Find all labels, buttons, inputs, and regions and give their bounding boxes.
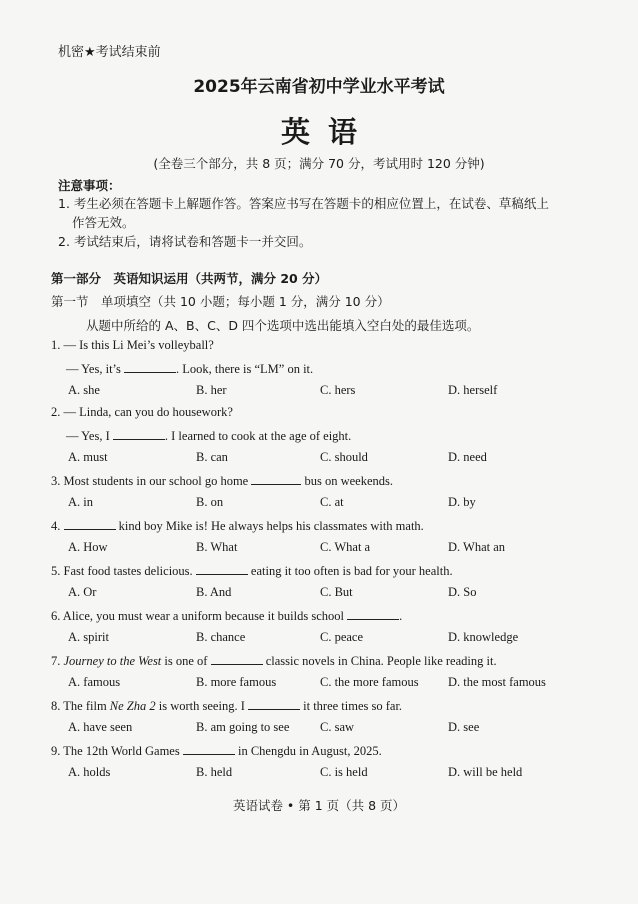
question-text: 3. Most students in our school go home: [51, 474, 252, 488]
option-a: A. spirit: [68, 630, 109, 644]
question-8: [51, 698, 402, 714]
option-b: B. on: [196, 495, 224, 509]
option-a: A. must: [68, 450, 108, 464]
question-text: . Look, there is “LM” on it.: [176, 362, 314, 376]
question-text: kind boy Mike is! He always helps his classmates with math.: [115, 519, 424, 533]
question-9: [51, 743, 382, 759]
option-b: B. her: [196, 383, 227, 397]
notes-title: 注意事项：: [58, 178, 121, 193]
option-d: D. So: [448, 585, 477, 599]
question-text: 9. The 12th World Games: [51, 744, 183, 758]
option-d: D. herself: [448, 383, 498, 397]
section-instruction: 从题中所给的 A、B、C、D 四个选项中选出能填入空白处的最佳选项。: [86, 318, 480, 333]
question-5: [51, 563, 453, 579]
option-b: B. chance: [196, 630, 246, 644]
question-text: — Yes, it’s: [66, 362, 125, 376]
answer-blank: [196, 563, 248, 575]
question-text: 8. The film: [51, 699, 110, 713]
option-c: C. What a: [320, 540, 371, 554]
option-b: B. can: [196, 450, 228, 464]
option-b: B. more famous: [196, 675, 277, 689]
question-text: 6. Alice, you must wear a uniform because it builds school: [51, 609, 348, 623]
option-a: A. How: [68, 540, 108, 554]
option-c: C. peace: [320, 630, 364, 644]
question-text: — Yes, I: [66, 429, 113, 443]
note-item-1-continued: 作答无效。: [72, 215, 135, 230]
answer-blank: [64, 518, 116, 530]
option-b: B. What: [196, 540, 238, 554]
exam-title: 2025年云南省初中学业水平考试: [193, 77, 445, 97]
option-c: C. hers: [320, 383, 356, 397]
question-text: .: [399, 609, 403, 623]
page-footer: 英语试卷 • 第 1 页（共 8 页）: [232, 798, 406, 813]
question-text: 4.: [51, 519, 64, 533]
answer-blank: [211, 653, 263, 665]
option-c: C. But: [320, 585, 353, 599]
answer-blank: [248, 698, 300, 710]
question-text: is one of: [161, 654, 211, 668]
answer-blank: [183, 743, 235, 755]
option-c: C. should: [320, 450, 368, 464]
question-1-answer-line: [66, 361, 313, 377]
option-b: B. held: [196, 765, 233, 779]
subject-title: 英语: [280, 115, 375, 149]
question-text: in Chengdu in August, 2025.: [234, 744, 382, 758]
option-d: D. need: [448, 450, 487, 464]
question-text: it three times so far.: [300, 699, 403, 713]
note-item-2: 2. 考试结束后，请将试卷和答题卡一并交回。: [58, 234, 312, 249]
answer-blank: [124, 361, 176, 373]
note-item-1: 1. 考生必须在答题卡上解题作答。答案应书写在答题卡的相应位置上，在试卷、草稿纸上: [58, 196, 549, 211]
question-text: eating it too often is bad for your health.: [247, 564, 453, 578]
option-a: A. in: [68, 495, 93, 509]
question-text: classic novels in China. People like reading it.: [262, 654, 497, 668]
film-title: Ne Zha 2: [109, 699, 156, 713]
option-d: D. will be held: [448, 765, 523, 779]
answer-blank: [113, 428, 165, 440]
question-text: . I learned to cook at the age of eight.: [164, 429, 352, 443]
answer-blank: [347, 608, 399, 620]
question-text: is worth seeing. I: [155, 699, 248, 713]
option-c: C. is held: [320, 765, 368, 779]
answer-blank: [251, 473, 301, 485]
option-a: A. holds: [68, 765, 111, 779]
book-title: Journey to the West: [63, 654, 162, 668]
option-b: B. am going to see: [196, 720, 290, 734]
option-a: A. Or: [68, 585, 97, 599]
question-text: 7.: [51, 654, 64, 668]
option-c: C. the more famous: [320, 675, 419, 689]
option-a: A. have seen: [68, 720, 133, 734]
question-2-answer-line: [66, 428, 351, 444]
question-4: [51, 518, 424, 534]
question-2-prompt: 2. — Linda, can you do housework?: [51, 405, 233, 419]
question-7: [51, 653, 497, 669]
question-text: 5. Fast food tastes delicious.: [51, 564, 196, 578]
question-1-prompt: 1. — Is this Li Mei’s volleyball?: [51, 338, 214, 352]
option-d: D. the most famous: [448, 675, 546, 689]
option-a: A. she: [68, 383, 100, 397]
option-c: C. saw: [320, 720, 355, 734]
section-heading: 第一节 单项填空（共 10 小题；每小题 1 分，满分 10 分）: [51, 294, 390, 309]
option-d: D. knowledge: [448, 630, 519, 644]
option-b: B. And: [196, 585, 232, 599]
confidential-label: 机密★考试结束前: [58, 45, 161, 60]
option-d: D. by: [448, 495, 476, 509]
option-a: A. famous: [68, 675, 121, 689]
option-d: D. see: [448, 720, 480, 734]
option-d: D. What an: [448, 540, 506, 554]
option-c: C. at: [320, 495, 344, 509]
question-6: [51, 608, 402, 624]
exam-info: (全卷三个部分，共 8 页；满分 70 分，考试用时 120 分钟): [153, 156, 485, 171]
question-3: [51, 473, 393, 489]
part-heading: 第一部分 英语知识运用（共两节，满分 20 分）: [51, 271, 328, 286]
question-text: bus on weekends.: [301, 474, 393, 488]
